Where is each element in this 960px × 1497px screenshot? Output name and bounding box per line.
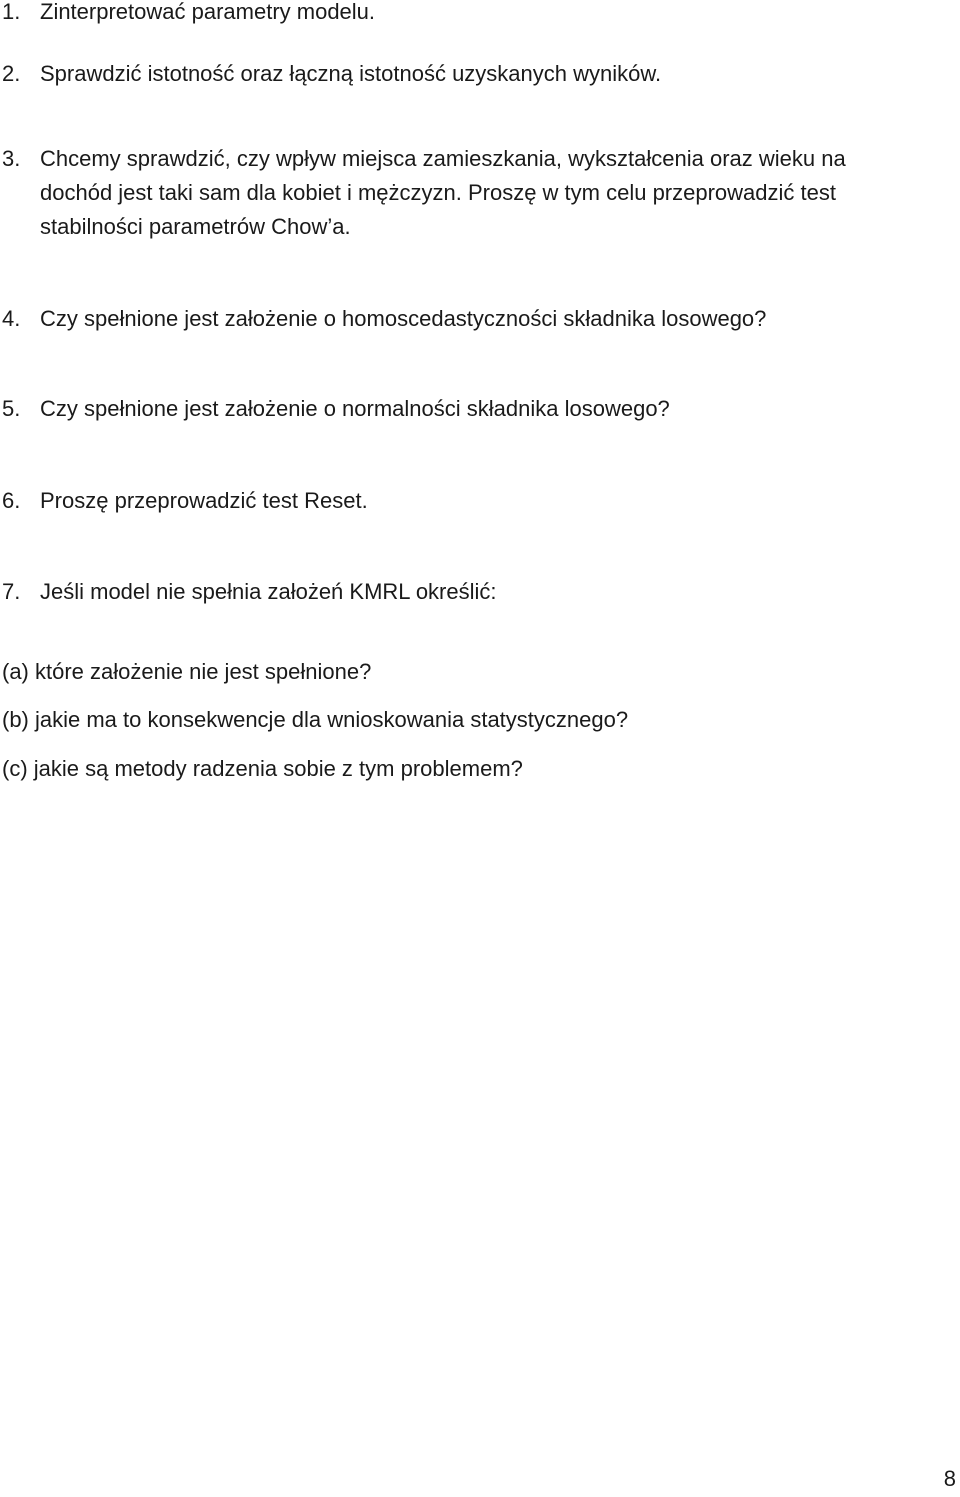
item-number: 1.: [2, 0, 21, 24]
item-number: 2.: [2, 61, 21, 86]
item-number: 5.: [2, 396, 21, 421]
item-number: 4.: [2, 306, 21, 331]
list-item-3: [2, 142, 932, 176]
subitem-c: (c) jakie są metody radzenia sobie z tym problemem?: [2, 756, 523, 781]
list-item-6: [2, 484, 932, 518]
item-text: Jeśli model nie spełnia założeń KMRL określić:: [40, 579, 497, 604]
list-item-7: [2, 575, 932, 609]
list-item-4: [2, 302, 932, 336]
subitem-a: (a) które założenie nie jest spełnione?: [2, 659, 372, 684]
list-item-3-line-3: stabilności parametrów Chow’a.: [40, 214, 351, 239]
item-number: 3.: [2, 146, 21, 171]
list-item-1: [2, 0, 932, 29]
item-text: Sprawdzić istotność oraz łączną istotność uzyskanych wyników.: [40, 61, 662, 86]
list-item-2: [2, 57, 932, 91]
list-item-5: [2, 392, 932, 426]
item-text: Czy spełnione jest założenie o homoscedastyczności składnika losowego?: [40, 306, 767, 331]
item-number: 6.: [2, 488, 21, 513]
item-text: Chcemy sprawdzić, czy wpływ miejsca zamieszkania, wykształcenia oraz wieku na: [40, 146, 846, 171]
page-number: 8: [943, 1466, 956, 1491]
item-number: 7.: [2, 579, 21, 604]
item-text: Proszę przeprowadzić test Reset.: [40, 488, 368, 513]
subitem-b: (b) jakie ma to konsekwencje dla wnioskowania statystycznego?: [2, 707, 629, 732]
list-item-3-line-2: dochód jest taki sam dla kobiet i mężczyzn. Proszę w tym celu przeprowadzić test: [40, 180, 836, 205]
item-text: Zinterpretować parametry modelu.: [40, 0, 376, 24]
item-text: Czy spełnione jest założenie o normalności składnika losowego?: [40, 396, 670, 421]
